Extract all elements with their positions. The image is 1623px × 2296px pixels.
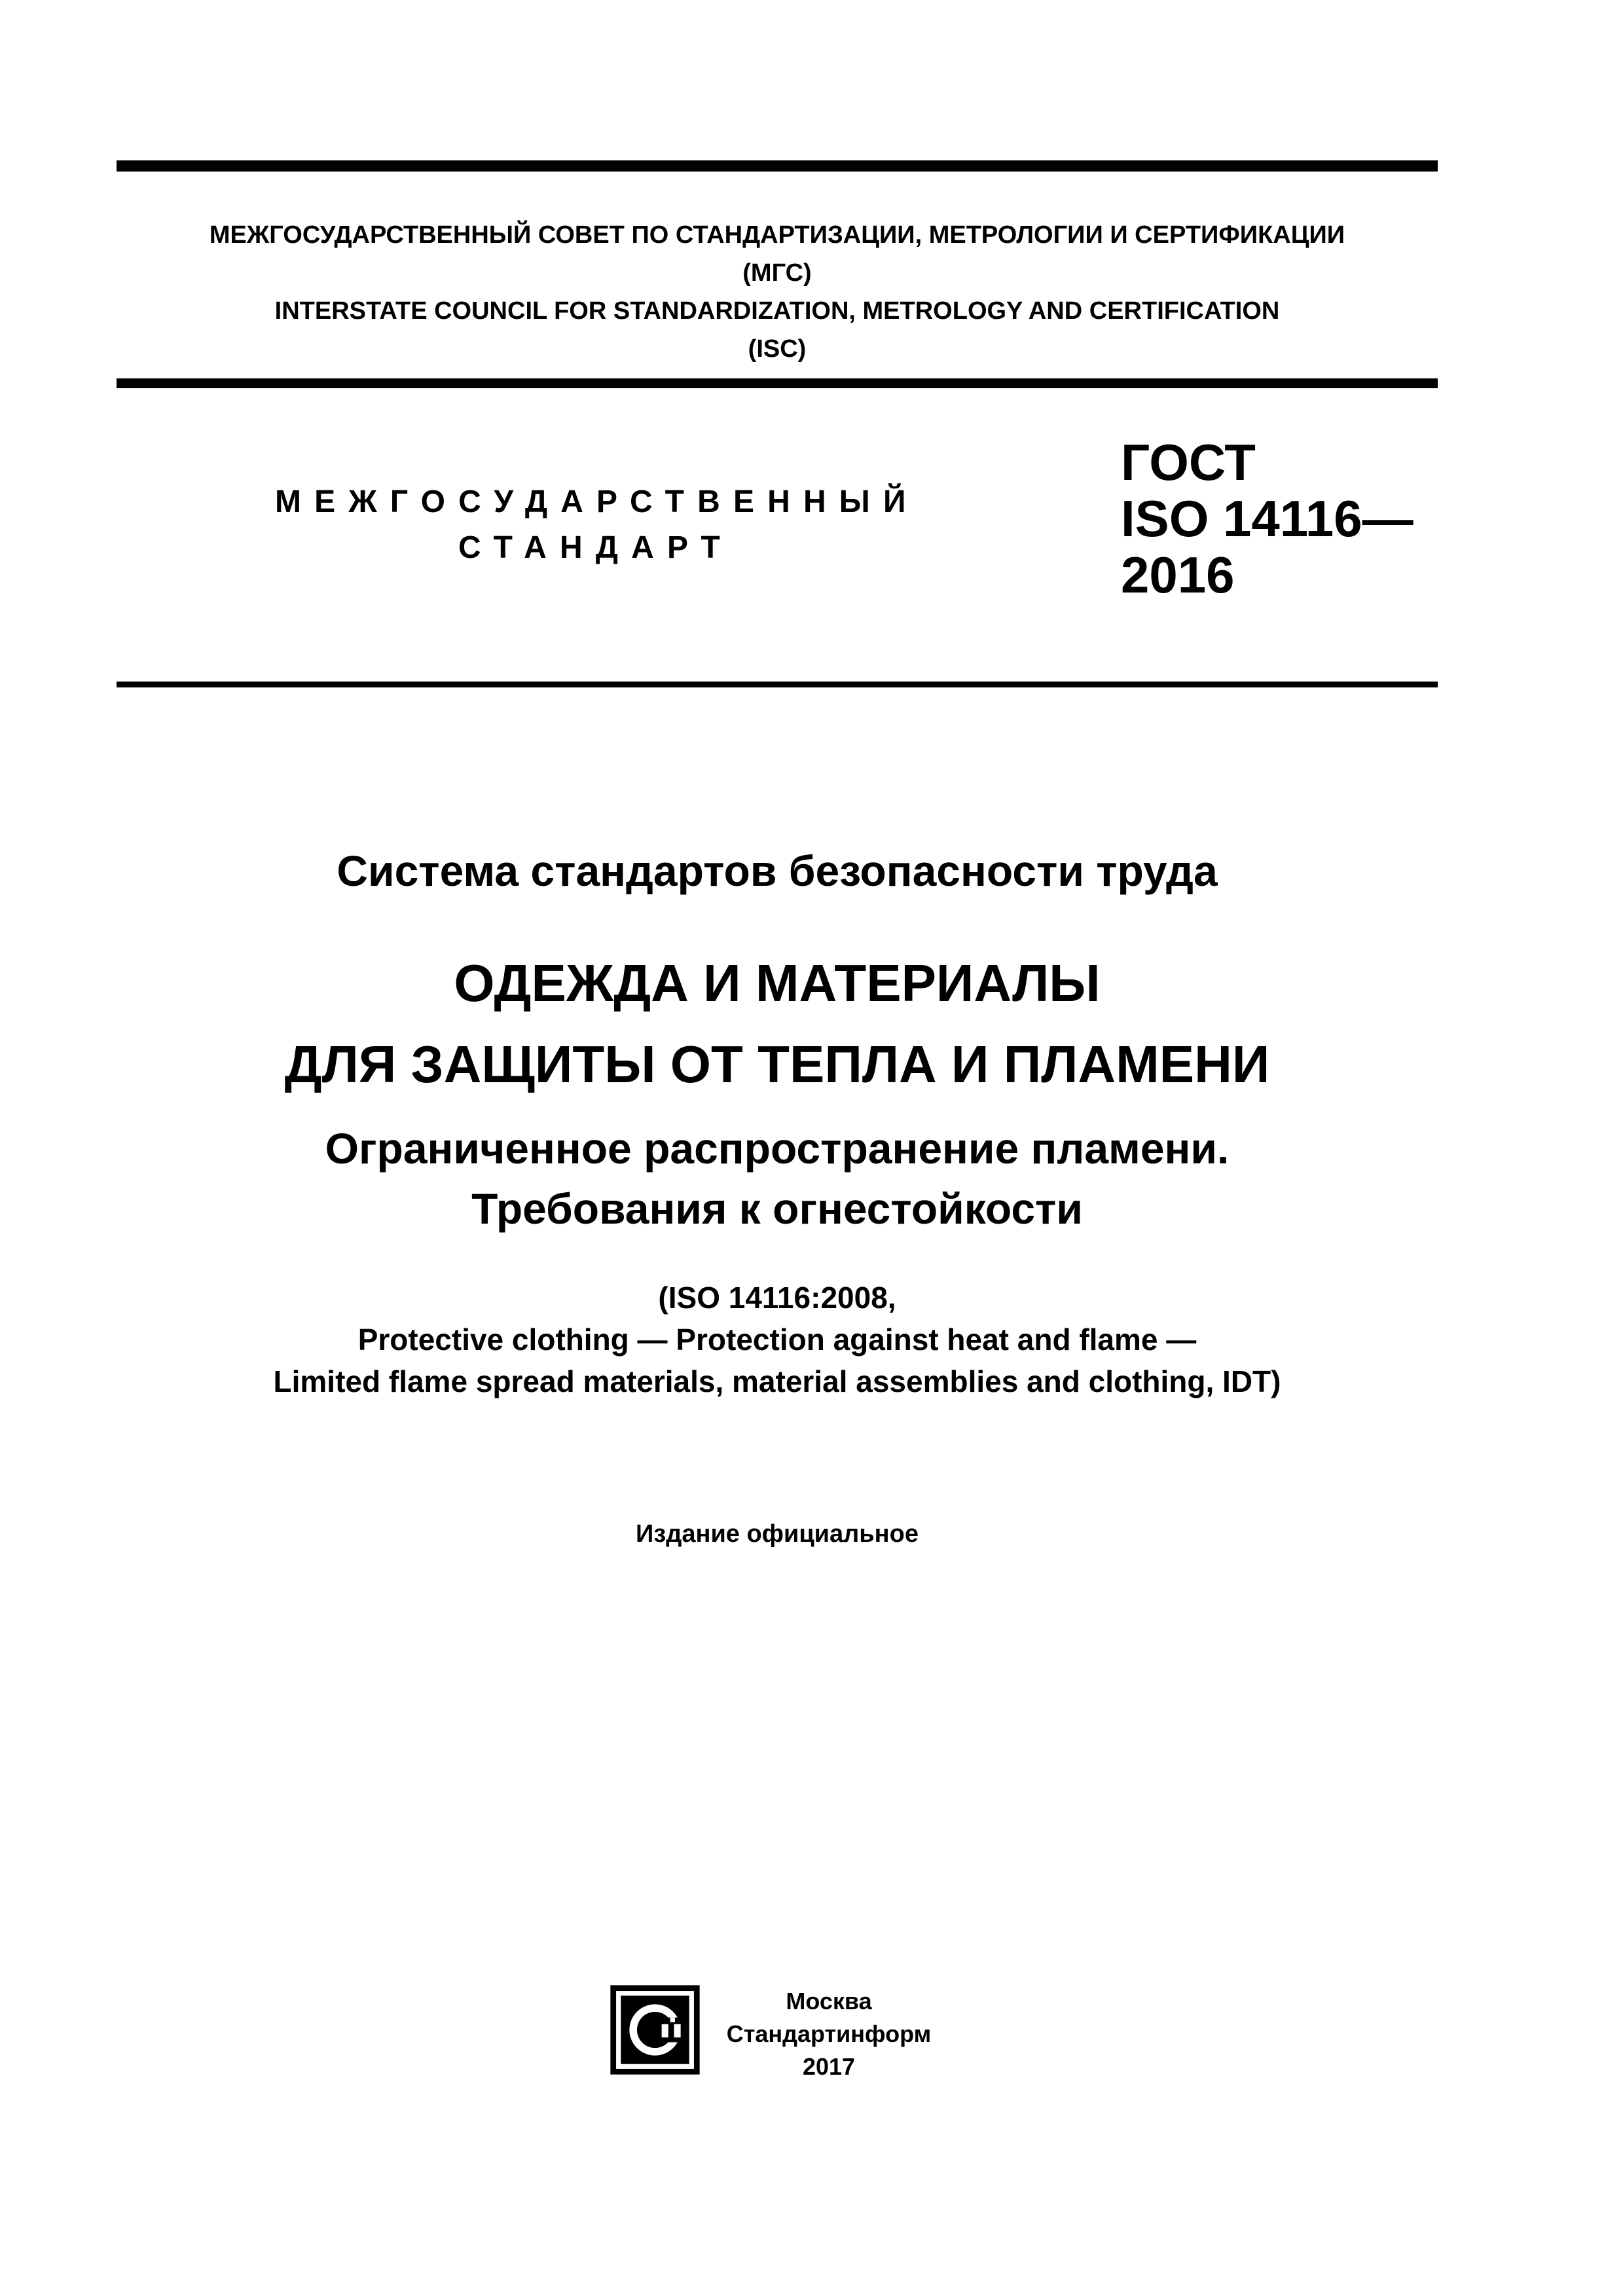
main-title-line1: ОДЕЖДА И МАТЕРИАЛЫ — [454, 954, 1101, 1012]
council-abbr-ru: (МГС) — [742, 259, 812, 287]
iso-reference-line2: Protective clothing — Protection against heat and flame — — [357, 1322, 1197, 1357]
edition-note — [117, 1518, 1438, 1550]
publisher-city: Москва — [786, 1988, 872, 2014]
main-title — [117, 943, 1438, 1105]
standard-type-line1: МЕЖГОСУДАРСТВЕННЫЙ — [275, 484, 919, 519]
designation-line2: ISO 14116— — [1121, 490, 1413, 547]
council-name-ru: МЕЖГОСУДАРСТВЕННЫЙ СОВЕТ ПО СТАНДАРТИЗАЦИИ, МЕТРОЛОГИИ И СЕРТИФИКАЦИИ — [209, 221, 1345, 249]
bottom-rule — [117, 682, 1438, 687]
iso-reference-line1: (ISO 14116:2008, — [658, 1281, 896, 1315]
series-title — [117, 845, 1438, 897]
council-header — [117, 216, 1438, 368]
publisher-block — [608, 1982, 935, 2100]
publisher-name: Стандартинформ — [726, 2020, 932, 2047]
sub-title-line2: Требования к огнестойкости — [471, 1184, 1083, 1233]
council-name-en: INTERSTATE COUNCIL FOR STANDARDIZATION, METROLOGY AND CERTIFICATION — [274, 297, 1280, 325]
series-title-text: Система стандартов безопасности труда — [337, 847, 1218, 895]
designation-line3: 2016 — [1121, 546, 1235, 604]
council-abbr-en: (ISC) — [748, 335, 807, 363]
publisher-text — [724, 1985, 934, 2083]
top-rule — [117, 160, 1438, 172]
standard-type-line2: СТАНДАРТ — [458, 530, 733, 565]
iso-reference — [117, 1277, 1438, 1402]
standartinform-logo-icon — [608, 1982, 702, 2077]
iso-reference-line3: Limited flame spread materials, material assemblies and clothing, IDT) — [273, 1364, 1281, 1398]
sub-title — [117, 1118, 1438, 1239]
main-title-line2: ДЛЯ ЗАЩИТЫ ОТ ТЕПЛА И ПЛАМЕНИ — [284, 1035, 1270, 1093]
standard-designation — [1121, 434, 1413, 603]
publisher-year: 2017 — [802, 2053, 856, 2080]
standard-type-label — [275, 479, 917, 571]
sub-title-line1: Ограниченное распространение пламени. — [325, 1124, 1230, 1173]
edition-text: Издание официальное — [636, 1520, 919, 1548]
middle-rule — [117, 378, 1438, 388]
designation-line1: ГОСТ — [1121, 433, 1256, 491]
